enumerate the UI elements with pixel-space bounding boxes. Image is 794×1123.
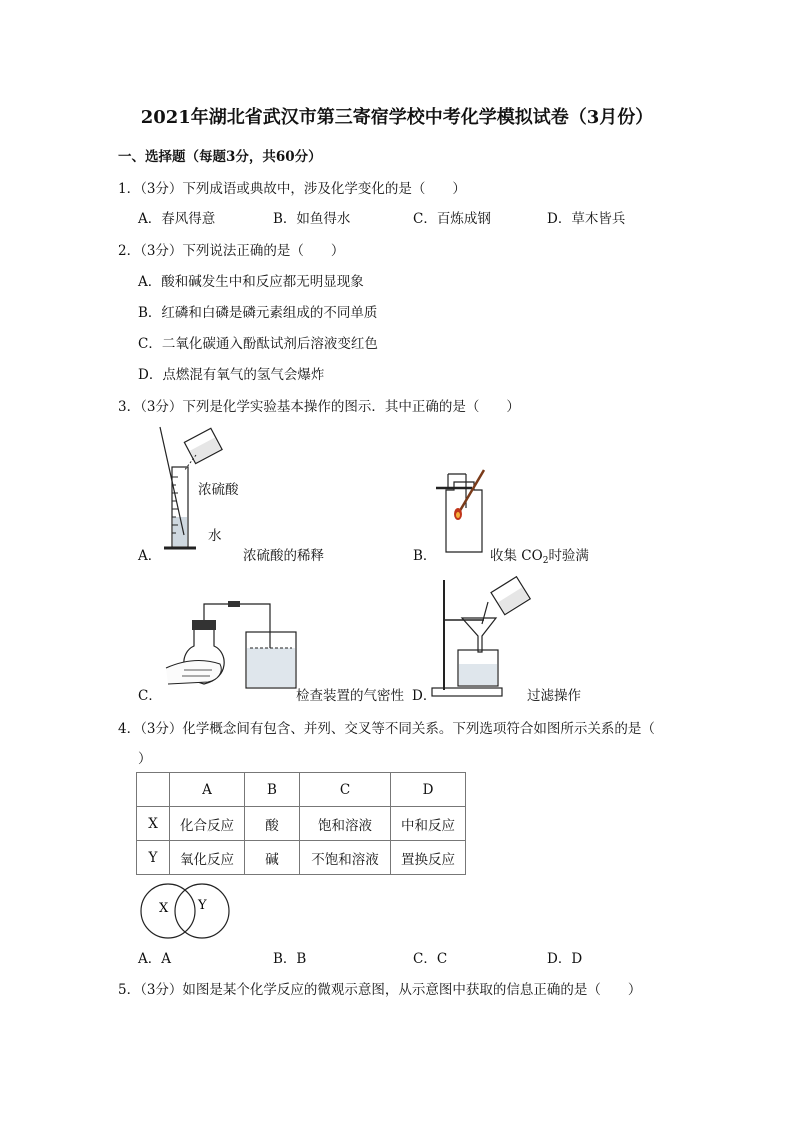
q1-option-c: C．百炼成钢 bbox=[413, 211, 491, 227]
table-cell: 酸 bbox=[245, 807, 300, 841]
table-cell: 氧化反应 bbox=[170, 841, 245, 875]
page-title: 2021年湖北省武汉市第三寄宿学校中考化学模拟试卷（3月份） bbox=[140, 107, 654, 128]
diagram-filtration bbox=[428, 574, 538, 698]
q2-option-d: D．点燃混有氧气的氢气会爆炸 bbox=[138, 367, 325, 383]
table-row bbox=[137, 773, 466, 807]
venn-diagram bbox=[138, 882, 234, 940]
q3-option-a: A． bbox=[138, 548, 162, 564]
table-cell: 饱和溶液 bbox=[300, 807, 391, 841]
question-2-stem: 2．（3分）下列说法正确的是（ ） bbox=[118, 243, 345, 259]
q4-option-a: A．A bbox=[138, 951, 171, 967]
table-cell: 不饱和溶液 bbox=[300, 841, 391, 875]
table-cell: X bbox=[137, 807, 170, 841]
table-cell: 化合反应 bbox=[170, 807, 245, 841]
q3-option-d: D． bbox=[412, 688, 437, 704]
venn-label-x: X bbox=[159, 901, 169, 916]
caption-airtightness: 检查装置的气密性 bbox=[296, 688, 404, 704]
q3-option-c: C． bbox=[138, 688, 162, 704]
caption-acid-dilution: 浓硫酸的稀释 bbox=[243, 548, 324, 564]
table-row bbox=[137, 807, 466, 841]
q4-option-b: B．B bbox=[273, 951, 307, 967]
question-4-stem-cont: ） bbox=[138, 751, 152, 767]
q1-option-b: B．如鱼得水 bbox=[273, 211, 351, 227]
label-concentrated-acid: 浓硫酸 bbox=[198, 482, 239, 498]
question-4-stem: 4．（3分）化学概念间有包含、并列、交叉等不同关系。下列选项符合如图所示关系的是（ bbox=[118, 721, 655, 737]
table-row bbox=[137, 841, 466, 875]
venn-label-y: Y bbox=[198, 898, 207, 913]
question-3-stem: 3．（3分）下列是化学实验基本操作的图示．其中正确的是（ ） bbox=[118, 399, 520, 415]
caption-co2-check: 收集 $CO_2$时验满 bbox=[490, 548, 589, 566]
table-cell: 置换反应 bbox=[391, 841, 466, 875]
q4-option-c: C．C bbox=[413, 951, 448, 967]
diagram-airtightness bbox=[164, 598, 304, 690]
table-cell: C bbox=[300, 773, 391, 807]
table-cell: B bbox=[245, 773, 300, 807]
table-cell bbox=[137, 773, 170, 807]
q3-option-b: B． bbox=[413, 548, 437, 564]
table-cell: 碱 bbox=[245, 841, 300, 875]
table-cell: D bbox=[391, 773, 466, 807]
table-cell: Y bbox=[137, 841, 170, 875]
diagram-co2-check bbox=[432, 468, 492, 558]
q2-option-a: A．酸和碱发生中和反应都无明显现象 bbox=[138, 274, 364, 290]
q1-option-d: D．草木皆兵 bbox=[547, 211, 626, 227]
concept-table bbox=[136, 772, 466, 875]
q1-option-a: A．春风得意 bbox=[138, 211, 216, 227]
question-5-stem: 5．（3分）如图是某个化学反应的微观示意图，从示意图中获取的信息正确的是（ ） bbox=[118, 982, 642, 998]
q2-option-b: B．红磷和白磷是磷元素组成的不同单质 bbox=[138, 305, 378, 321]
label-water: 水 bbox=[208, 528, 222, 544]
q2-option-c: C．二氧化碳通入酚酞试剂后溶液变红色 bbox=[138, 336, 378, 352]
table-cell: A bbox=[170, 773, 245, 807]
q4-option-d: D．D bbox=[547, 951, 583, 967]
section-heading: 一、选择题（每题3分，共60分） bbox=[118, 149, 322, 165]
question-1-stem: 1．（3分）下列成语或典故中，涉及化学变化的是（ ） bbox=[118, 181, 466, 197]
caption-filtration: 过滤操作 bbox=[527, 688, 581, 704]
table-cell: 中和反应 bbox=[391, 807, 466, 841]
